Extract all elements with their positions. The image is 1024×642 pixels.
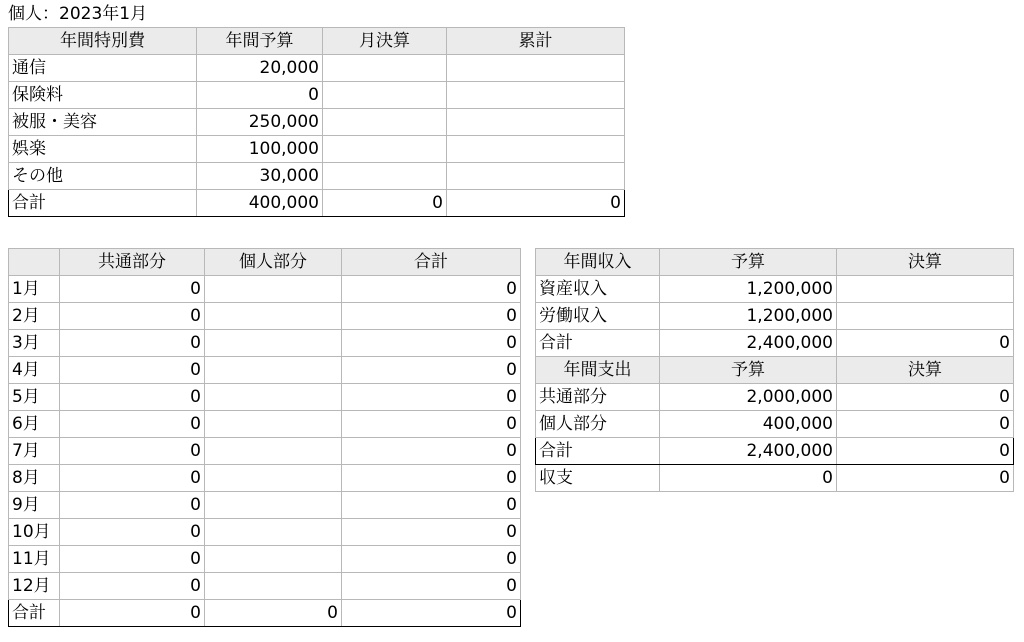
row-label-cell[interactable]: 被服・美容 (9, 109, 197, 136)
row-label-cell[interactable]: 労働収入 (536, 303, 660, 330)
row-label-cell[interactable]: 通信 (9, 55, 197, 82)
monthly-cell[interactable] (323, 163, 447, 190)
monthly-cell[interactable] (323, 55, 447, 82)
budget-cell[interactable]: 250,000 (197, 109, 323, 136)
column-header[interactable]: 共通部分 (60, 249, 205, 276)
monthly-cell[interactable] (323, 136, 447, 163)
cumulative-cell[interactable]: 0 (447, 190, 625, 217)
personal-cell[interactable]: 0 (205, 600, 342, 627)
table-row (9, 411, 521, 438)
monthly-total-row (9, 600, 521, 627)
row-label-cell[interactable]: 共通部分 (536, 384, 660, 411)
table-row (9, 136, 625, 163)
expense-total-row (536, 438, 1014, 465)
table-row (9, 384, 521, 411)
monthly-table (8, 248, 521, 627)
row-label-cell[interactable]: その他 (9, 163, 197, 190)
table-row (9, 276, 521, 303)
budget-cell[interactable]: 100,000 (197, 136, 323, 163)
row-label-cell[interactable]: 合計 (536, 438, 660, 465)
table-row (536, 411, 1014, 438)
personal-cell[interactable] (205, 384, 342, 411)
cumulative-cell[interactable] (447, 55, 625, 82)
month-cell[interactable]: 10月 (9, 519, 60, 546)
total-cell[interactable]: 0 (342, 438, 521, 465)
common-cell[interactable]: 0 (60, 573, 205, 600)
actual-cell[interactable]: 0 (837, 465, 1014, 492)
balance-row (536, 465, 1014, 492)
common-cell[interactable]: 0 (60, 465, 205, 492)
month-cell[interactable]: 11月 (9, 546, 60, 573)
table-row (9, 163, 625, 190)
table-row (9, 55, 625, 82)
row-label-cell[interactable]: 娯楽 (9, 136, 197, 163)
special-total-row (9, 190, 625, 217)
budget-cell[interactable]: 0 (197, 82, 323, 109)
budget-cell[interactable]: 2,400,000 (660, 438, 837, 465)
common-cell[interactable]: 0 (60, 411, 205, 438)
annual-summary-table (535, 248, 1014, 492)
common-cell[interactable]: 0 (60, 438, 205, 465)
column-header[interactable]: 個人部分 (205, 249, 342, 276)
budget-cell[interactable]: 20,000 (197, 55, 323, 82)
special-expense-table (8, 27, 625, 217)
budget-cell[interactable]: 30,000 (197, 163, 323, 190)
personal-cell[interactable] (205, 411, 342, 438)
column-header[interactable]: 決算 (837, 357, 1014, 384)
column-header[interactable]: 決算 (837, 249, 1014, 276)
monthly-cell[interactable]: 0 (323, 190, 447, 217)
special-header-row (9, 28, 625, 55)
month-cell[interactable]: 9月 (9, 492, 60, 519)
budget-cell[interactable]: 1,200,000 (660, 276, 837, 303)
common-cell[interactable]: 0 (60, 303, 205, 330)
budget-cell[interactable]: 2,000,000 (660, 384, 837, 411)
cumulative-cell[interactable] (447, 136, 625, 163)
column-header[interactable]: 予算 (660, 357, 837, 384)
personal-cell[interactable] (205, 303, 342, 330)
personal-cell[interactable] (205, 330, 342, 357)
table-row (9, 330, 521, 357)
column-header[interactable]: 合計 (342, 249, 521, 276)
row-label-cell[interactable]: 合計 (9, 190, 197, 217)
common-cell[interactable]: 0 (60, 600, 205, 627)
cumulative-cell[interactable] (447, 109, 625, 136)
personal-cell[interactable] (205, 465, 342, 492)
table-row (536, 276, 1014, 303)
column-header[interactable]: 予算 (660, 249, 837, 276)
monthly-header-row (9, 249, 521, 276)
personal-cell[interactable] (205, 357, 342, 384)
total-cell[interactable]: 0 (342, 546, 521, 573)
personal-cell[interactable] (205, 546, 342, 573)
table-row (9, 303, 521, 330)
budget-cell[interactable]: 400,000 (197, 190, 323, 217)
row-label-cell[interactable]: 個人部分 (536, 411, 660, 438)
monthly-cell[interactable] (323, 82, 447, 109)
budget-cell[interactable]: 400,000 (660, 411, 837, 438)
common-cell[interactable]: 0 (60, 519, 205, 546)
row-label-cell[interactable]: 合計 (536, 330, 660, 357)
column-header[interactable]: 月決算 (323, 28, 447, 55)
personal-cell[interactable] (205, 438, 342, 465)
table-row (9, 82, 625, 109)
personal-cell[interactable] (205, 573, 342, 600)
column-header[interactable]: 年間収入 (536, 249, 660, 276)
common-cell[interactable]: 0 (60, 384, 205, 411)
table-row (9, 546, 521, 573)
common-cell[interactable]: 0 (60, 492, 205, 519)
month-cell[interactable]: 12月 (9, 573, 60, 600)
common-cell[interactable]: 0 (60, 546, 205, 573)
actual-cell[interactable] (837, 303, 1014, 330)
column-header[interactable]: 年間支出 (536, 357, 660, 384)
total-cell[interactable]: 0 (342, 384, 521, 411)
budget-cell[interactable]: 1,200,000 (660, 303, 837, 330)
personal-cell[interactable] (205, 519, 342, 546)
table-row (536, 384, 1014, 411)
monthly-cell[interactable] (323, 109, 447, 136)
month-cell[interactable]: 4月 (9, 357, 60, 384)
table-row (9, 492, 521, 519)
month-cell[interactable]: 8月 (9, 465, 60, 492)
total-cell[interactable]: 0 (342, 357, 521, 384)
total-cell[interactable]: 0 (342, 573, 521, 600)
total-cell[interactable]: 0 (342, 411, 521, 438)
cumulative-cell[interactable] (447, 163, 625, 190)
total-cell[interactable]: 0 (342, 465, 521, 492)
table-row (9, 438, 521, 465)
actual-cell[interactable]: 0 (837, 438, 1014, 465)
table-row (536, 303, 1014, 330)
table-row (9, 465, 521, 492)
table-row (536, 330, 1014, 357)
month-cell[interactable]: 1月 (9, 276, 60, 303)
total-cell[interactable]: 0 (342, 492, 521, 519)
table-row (9, 573, 521, 600)
month-cell[interactable]: 3月 (9, 330, 60, 357)
total-cell[interactable]: 0 (342, 600, 521, 627)
column-header[interactable]: 累計 (447, 28, 625, 55)
row-label-cell[interactable]: 保険料 (9, 82, 197, 109)
budget-cell[interactable]: 2,400,000 (660, 330, 837, 357)
total-cell[interactable]: 0 (342, 276, 521, 303)
sheet-title: 個人：2023年1月 (8, 4, 148, 24)
month-cell[interactable]: 6月 (9, 411, 60, 438)
table-row (9, 109, 625, 136)
table-row (9, 519, 521, 546)
month-cell[interactable]: 合計 (9, 600, 60, 627)
actual-cell[interactable]: 0 (837, 411, 1014, 438)
table-row (9, 357, 521, 384)
row-label-cell[interactable]: 資産収入 (536, 276, 660, 303)
income-header-row (536, 249, 1014, 276)
row-label-cell[interactable]: 収支 (536, 465, 660, 492)
actual-cell[interactable] (837, 276, 1014, 303)
actual-cell[interactable]: 0 (837, 330, 1014, 357)
personal-cell[interactable] (205, 492, 342, 519)
actual-cell[interactable]: 0 (837, 384, 1014, 411)
column-header[interactable]: 年間予算 (197, 28, 323, 55)
common-cell[interactable]: 0 (60, 330, 205, 357)
total-cell[interactable]: 0 (342, 519, 521, 546)
total-cell[interactable]: 0 (342, 303, 521, 330)
personal-cell[interactable] (205, 276, 342, 303)
expense-header-row (536, 357, 1014, 384)
month-cell[interactable]: 7月 (9, 438, 60, 465)
column-header[interactable] (9, 249, 60, 276)
month-cell[interactable]: 2月 (9, 303, 60, 330)
total-cell[interactable]: 0 (342, 330, 521, 357)
common-cell[interactable]: 0 (60, 357, 205, 384)
common-cell[interactable]: 0 (60, 276, 205, 303)
cumulative-cell[interactable] (447, 82, 625, 109)
month-cell[interactable]: 5月 (9, 384, 60, 411)
column-header[interactable]: 年間特別費 (9, 28, 197, 55)
budget-cell[interactable]: 0 (660, 465, 837, 492)
